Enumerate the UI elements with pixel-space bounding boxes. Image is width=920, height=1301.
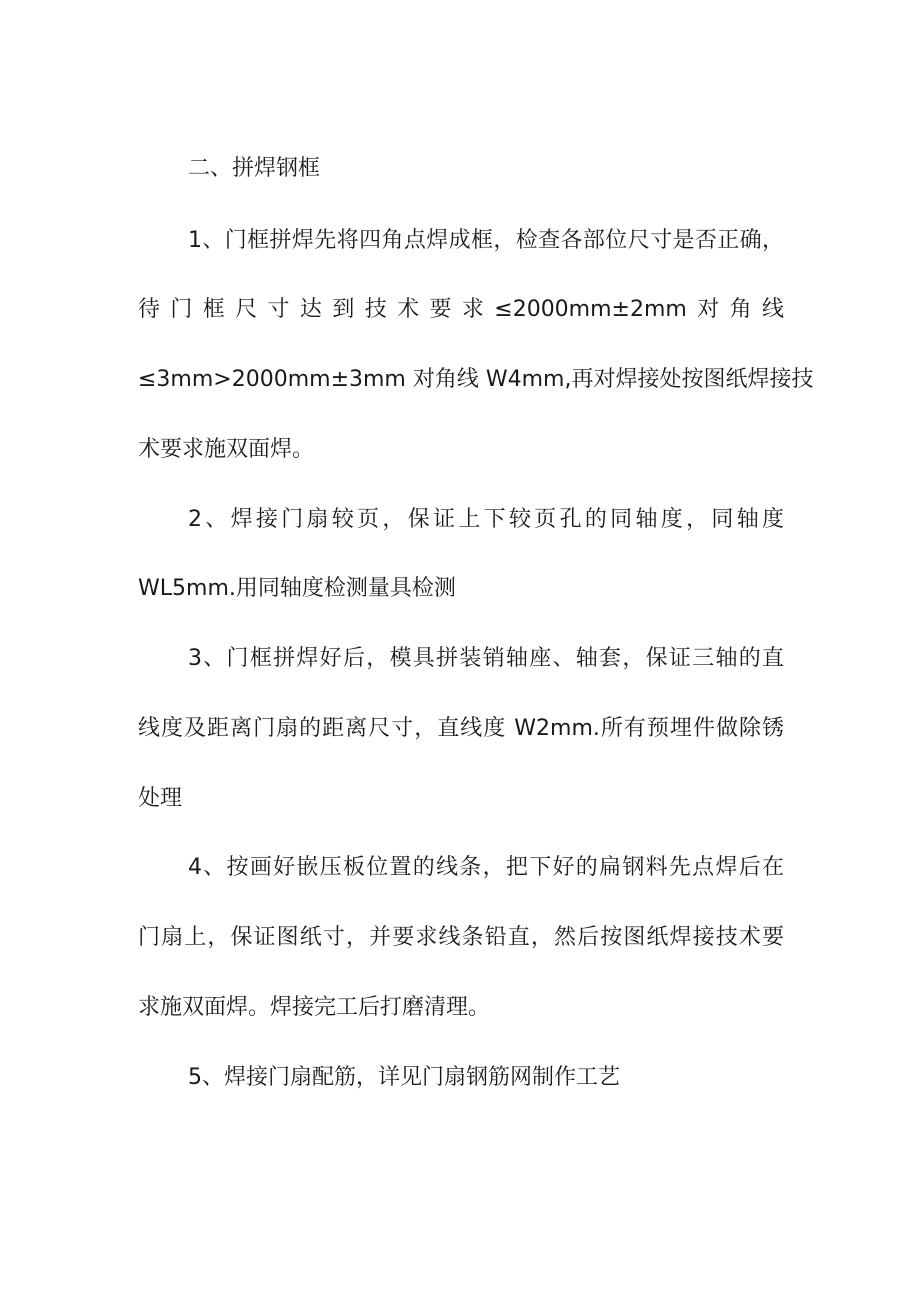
paragraph-3-line-3: 处理 [138, 786, 183, 811]
paragraph-3-line-1: 3、门框拼焊好后，模具拼装销轴座、轴套，保证三轴的直 [188, 646, 784, 671]
paragraph-1-line-1: 1、门框拼焊先将四角点焊成框，检查各部位尺寸是否正确， [188, 228, 784, 253]
paragraph-1-line-2: 待门框尺寸达到技术要求≤2000mm±2mm对角线 [138, 297, 784, 322]
section-heading: 二、拼焊钢框 [188, 156, 321, 181]
paragraph-1-line-3: ≤3mm>2000mm±3mm 对角线 W4mm,再对焊接处按图纸焊接技 [138, 367, 814, 392]
paragraph-4-line-3: 求施双面焊。焊接完工后打磨清理。 [138, 995, 491, 1020]
paragraph-4-line-2: 门扇上，保证图纸寸，并要求线条铅直，然后按图纸焊接技术要 [138, 925, 784, 950]
paragraph-5-line-1: 5、焊接门扇配筋，详见门扇钢筋网制作工艺 [188, 1065, 620, 1090]
paragraph-3-line-2: 线度及距离门扇的距离尺寸，直线度 W2mm.所有预埋件做除锈 [138, 716, 784, 741]
paragraph-2-line-2: WL5mm.用同轴度检测量具检测 [138, 576, 456, 601]
paragraph-1-line-4: 术要求施双面焊。 [138, 437, 315, 462]
paragraph-2-line-1: 2、焊接门扇较页，保证上下较页孔的同轴度，同轴度 [188, 507, 784, 532]
paragraph-4-line-1: 4、按画好嵌压板位置的线条，把下好的扁钢料先点焊后在 [188, 855, 784, 880]
